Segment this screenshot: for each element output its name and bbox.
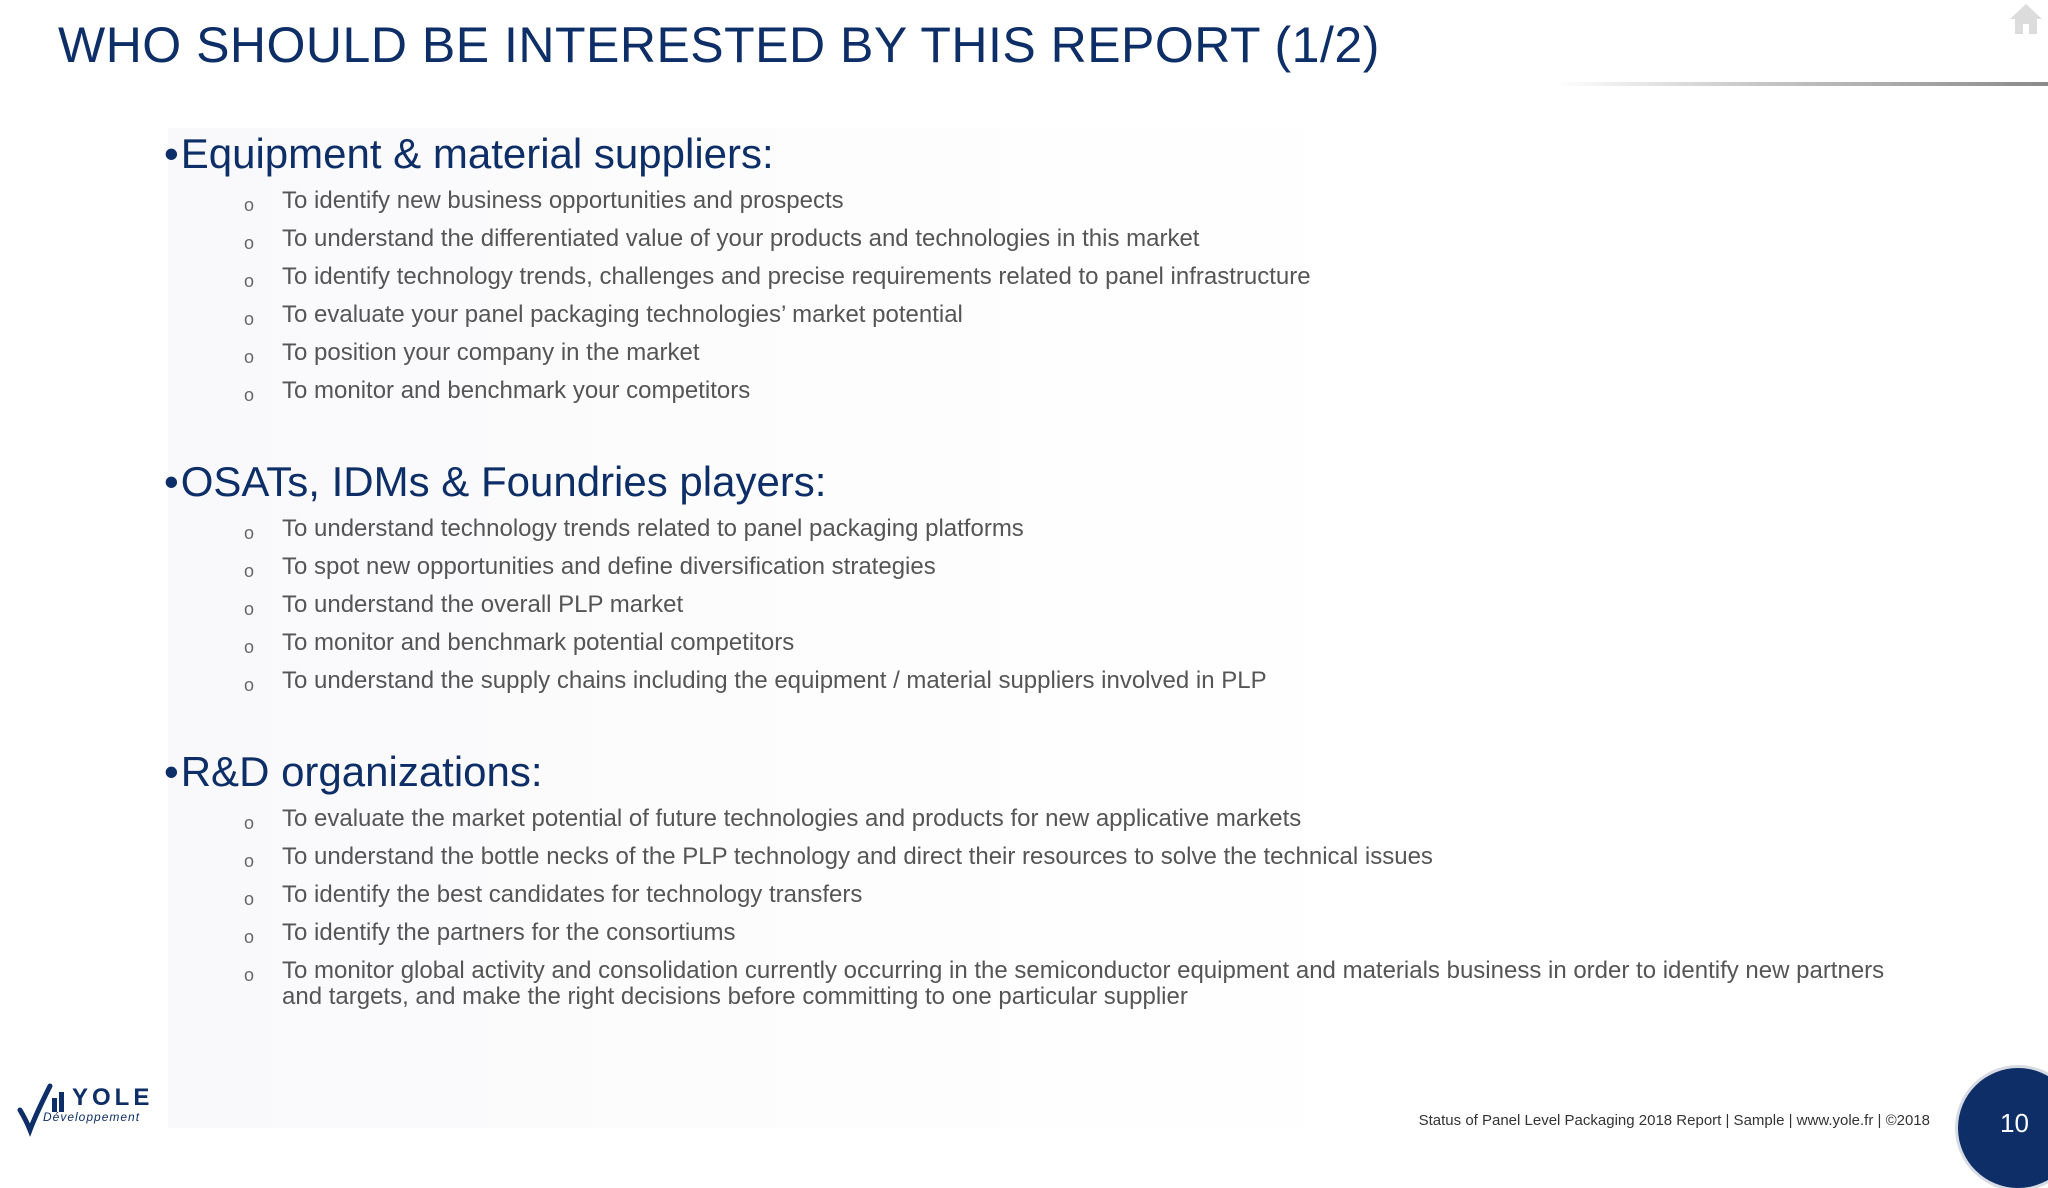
section-bullet: • [164, 130, 179, 177]
footer-citation: Status of Panel Level Packaging 2018 Report | Sample | www.yole.fr | ©2018 [1418, 1112, 1930, 1129]
list-item [164, 260, 1311, 298]
section-heading-text: R&D organizations: [180, 748, 543, 795]
list-marker: o [244, 599, 255, 619]
list-item [164, 222, 1311, 260]
list-marker: o [244, 561, 255, 581]
list-item [164, 878, 1964, 916]
section-equipment-suppliers [164, 124, 1311, 412]
list-marker: o [244, 271, 255, 291]
list-item-text: To evaluate your panel packaging technologies’ market potential [282, 301, 963, 328]
list-item [164, 954, 1964, 1014]
section-heading [164, 124, 1311, 184]
list-marker: o [244, 889, 255, 909]
section-heading-text: OSATs, IDMs & Foundries players: [180, 458, 827, 505]
list-marker: o [244, 195, 255, 215]
list-item-text: To identify the best candidates for technology transfers [282, 881, 863, 908]
bullet-list [164, 184, 1311, 412]
list-item-text: To understand the supply chains including the equipment / material suppliers involved in PLP [282, 667, 1267, 694]
section-rd-organizations [164, 742, 1964, 1014]
list-item-text: To understand technology trends related to panel packaging platforms [282, 515, 1024, 542]
list-item [164, 512, 1267, 550]
home-icon[interactable] [2008, 2, 2044, 36]
list-item-text: To monitor and benchmark your competitors [282, 377, 751, 404]
logo-subtitle: Développement [43, 1110, 141, 1124]
list-item [164, 626, 1267, 664]
section-heading-text: Equipment & material suppliers: [180, 130, 774, 177]
list-item [164, 840, 1964, 878]
page-title: WHO SHOULD BE INTERESTED BY THIS REPORT (1/2) [58, 17, 1380, 73]
list-item [164, 374, 1311, 412]
yole-logo [16, 1076, 176, 1140]
bullet-list [164, 802, 1964, 1014]
section-bullet: • [164, 458, 179, 505]
bullet-list [164, 512, 1267, 702]
list-item [164, 184, 1311, 222]
list-marker: o [244, 965, 255, 985]
list-marker: o [244, 385, 255, 405]
section-heading [164, 452, 1267, 512]
list-item [164, 298, 1311, 336]
list-item-text: To position your company in the market [282, 339, 700, 366]
list-item-text: To monitor and benchmark potential competitors [282, 629, 795, 656]
list-item-text: To understand the overall PLP market [282, 591, 684, 618]
section-bullet: • [164, 748, 179, 795]
list-marker: o [244, 347, 255, 367]
logo-word: YOLE [72, 1084, 154, 1111]
list-marker: o [244, 851, 255, 871]
list-marker: o [244, 813, 255, 833]
list-item [164, 802, 1964, 840]
list-item [164, 336, 1311, 374]
list-item-text: To identify new business opportunities and prospects [282, 187, 844, 214]
section-osats-idms-foundries [164, 452, 1267, 702]
list-marker: o [244, 523, 255, 543]
list-item-text: To understand the bottle necks of the PLP technology and direct their resources to solve the technical issues [282, 843, 1433, 870]
list-item-text: To evaluate the market potential of future technologies and products for new applicative markets [282, 805, 1302, 832]
list-item [164, 664, 1267, 702]
list-item [164, 588, 1267, 626]
list-item [164, 916, 1964, 954]
list-item [164, 550, 1267, 588]
list-item-text: To identify technology trends, challenges and precise requirements related to panel infrastructure [282, 263, 1311, 290]
list-item-text: To understand the differentiated value of your products and technologies in this market [282, 225, 1200, 252]
list-marker: o [244, 233, 255, 253]
page-number: 10 [2000, 1108, 2029, 1138]
section-heading [164, 742, 1964, 802]
list-item-text: To monitor global activity and consolidation currently occurring in the semiconductor equipment and materials business in order to identify new partners and targets, and make the right decisions before committing to one particular supplier [282, 957, 1885, 1010]
list-marker: o [244, 637, 255, 657]
list-item-text: To spot new opportunities and define diversification strategies [282, 553, 936, 580]
title-divider [1555, 82, 2048, 86]
list-marker: o [244, 675, 255, 695]
list-marker: o [244, 309, 255, 329]
list-item-text: To identify the partners for the consortiums [282, 919, 736, 946]
list-marker: o [244, 927, 255, 947]
yole-logo-mark-icon [16, 1076, 76, 1140]
